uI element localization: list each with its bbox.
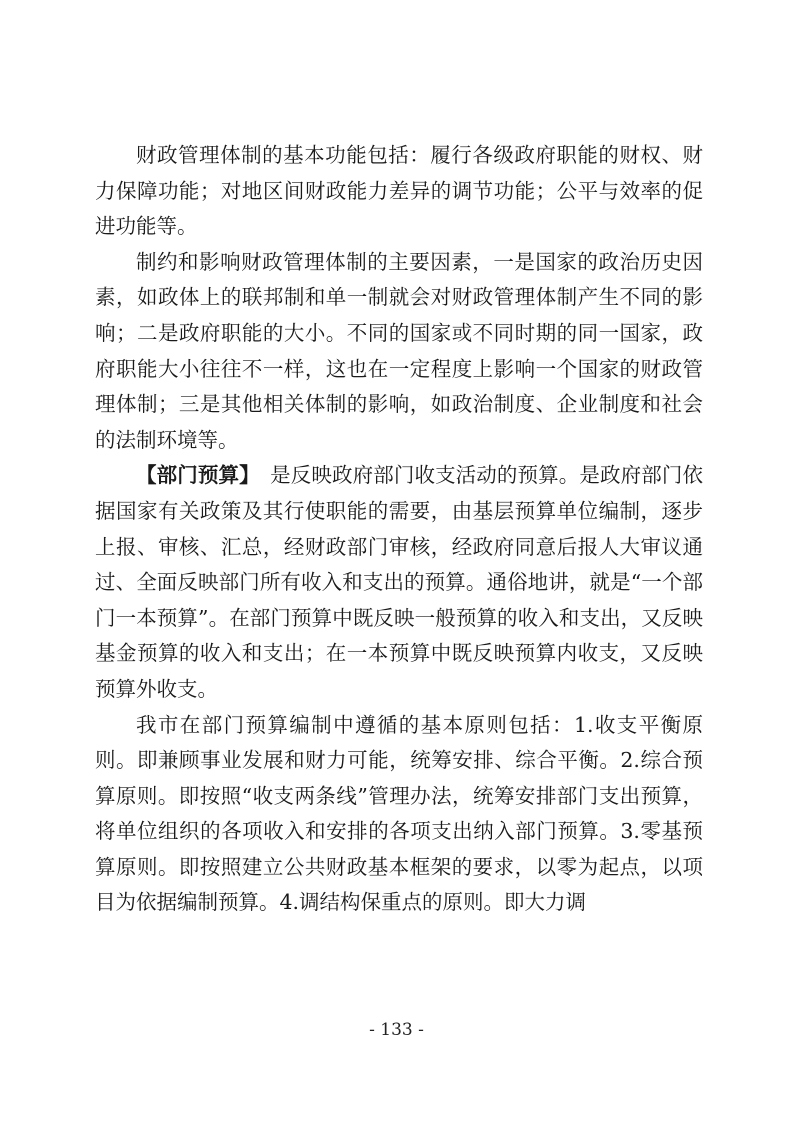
page-number: - 133 - <box>369 1020 424 1040</box>
paragraph-4 <box>95 708 703 922</box>
paragraph-2 <box>95 245 703 459</box>
paragraph-3 <box>95 458 703 707</box>
paragraph-1 <box>95 138 703 245</box>
document-body <box>95 138 703 921</box>
paragraph-1-text: 财政管理体制的基本功能包括：履行各级政府职能的财权、财力保障功能；对地区间财政能力差异的调节功能；公平与效率的促进功能等。 <box>95 143 703 239</box>
paragraph-3-term: 【部门预算】 <box>136 463 250 488</box>
paragraph-2-text: 制约和影响财政管理体制的主要因素，一是国家的政治历史因素，如政体上的联邦制和单一制就会对财政管理体制产生不同的影响；二是政府职能的大小。不同的国家或不同时期的同一国家，政府职能大小往往不一样，这也在一定程度上影响一个国家的财政管理体制；三是其他相关体制的影响，如政治制度、企业制度和社会的法制环境等。 <box>95 249 703 452</box>
paragraph-4-text: 我市在部门预算编制中遵循的基本原则包括：1.收支平衡原则。即兼顾事业发展和财力可能，统筹安排、综合平衡。2.综合预算原则。即按照“收支两条线”管理办法，统筹安排部门支出预算，将单位组织的各项收入和安排的各项支出纳入部门预算。3.零基预算原则。即按照建立公共财政基本框架的要求，以零为起点，以项目为依据编制预算。4.调结构保重点的原则。即大力调 <box>95 712 703 915</box>
paragraph-3-text: 是反映政府部门收支活动的预算。是政府部门依据国家有关政策及其行使职能的需要，由基层预算单位编制，逐步上报、审核、汇总，经财政部门审核，经政府同意后报人大审议通过、全面反映部门所有收入和支出的预算。通俗地讲，就是“一个部门一本预算”。在部门预算中既反映一般预算的收入和支出，又反映基金预算的收入和支出；在一本预算中既反映预算内收支，又反映预算外收支。 <box>95 463 704 701</box>
